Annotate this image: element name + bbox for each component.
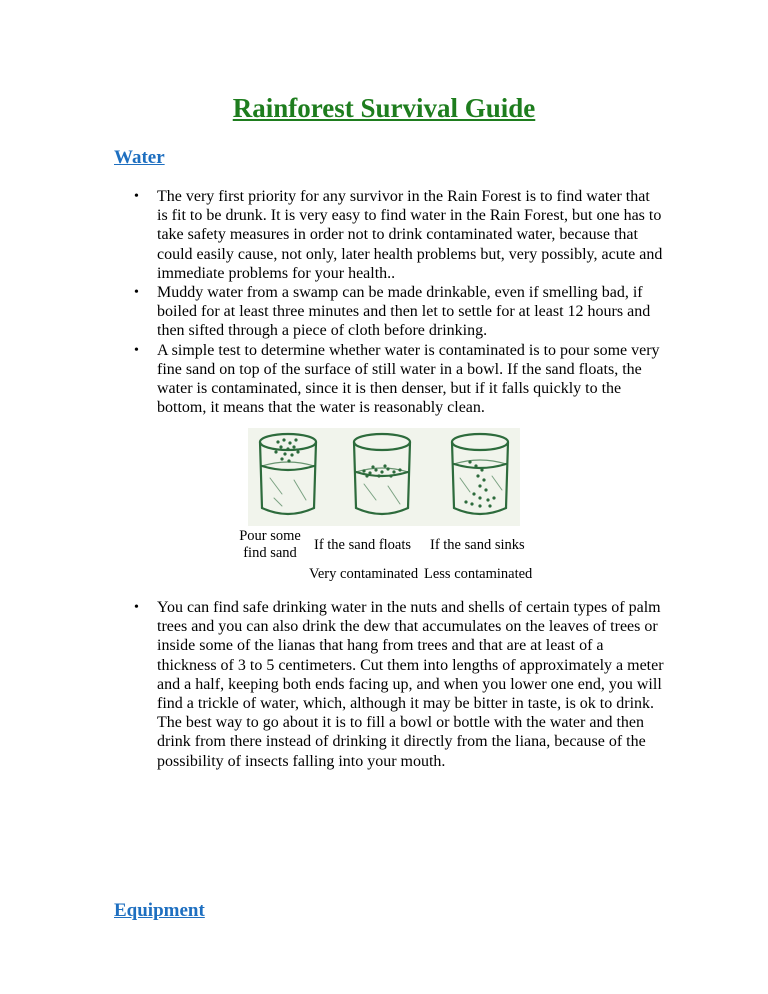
list-item-text: Muddy water from a swamp can be made drinkable, even if smelling bad, if boiled for at least three minutes and then let to settle for at least 12 hours and then sifted through a piece of cloth before drinking.	[157, 284, 651, 340]
bullet-icon: •	[134, 285, 139, 301]
glass-sand-floats-icon	[354, 434, 410, 514]
glass-sand-sinks-icon	[452, 434, 508, 514]
caption-sand-floats: If the sand floats	[314, 537, 412, 553]
list-item-text: The very first priority for any survivor in the Rain Forest is to find water that is fit to be drunk. It is very easy to find water in the Rain Forest, but one has to take safety measures in order not to drink contaminated water, because that could easily cause, not only, later health problems but, very possibly, acute and immediate problems for your health..	[157, 188, 663, 282]
page-title: Rainforest Survival Guide	[232, 93, 536, 123]
water-bullet-list-2	[134, 598, 664, 771]
caption-sand-sinks: If the sand sinks	[430, 537, 525, 553]
list-item-text: A simple test to determine whether water is contaminated is to pour some very fine sand on top of the surface of still water in a bowl. If the sand floats, the water is contaminated, since it is then denser, but if it falls quickly to the bottom, it means that the water is reasonably clean.	[157, 341, 660, 417]
sand-test-illustration	[248, 428, 520, 526]
list-item-text: You can find safe drinking water in the nuts and shells of certain types of palm trees and you can also drink the dew that accumulates on the leaves of trees or inside some of the lianas that hang from trees and that are at least of a thickness of 3 to 5 centimeters. Cut them into lengths of approximately a meter and a half, keeping both ends facing up, and when you lower one end, you will find a trickle of water, which, although it may be bitter in taste, is ok to drink. The best way to go about it is to fill a bowl or bottle with the water and then drink from there instead of drinking it directly from the liana, because of the possibility of insects falling into your mouth.	[157, 599, 664, 770]
list-item	[134, 598, 664, 771]
bullet-icon: •	[134, 600, 139, 615]
list-item	[134, 187, 664, 283]
caption-very-contaminated: Very contaminated	[309, 566, 419, 582]
section-heading-water: Water	[114, 147, 165, 168]
bullet-icon: •	[134, 189, 139, 204]
section-heading-equipment: Equipment	[114, 900, 205, 921]
list-item	[134, 341, 664, 418]
water-bullet-list	[134, 187, 664, 417]
caption-pour-sand: Pour some find sand	[239, 528, 301, 561]
bullet-icon: •	[134, 342, 139, 358]
caption-less-contaminated: Less contaminated	[424, 566, 533, 582]
list-item	[134, 283, 664, 341]
glass-pour-sand-icon	[260, 434, 316, 514]
